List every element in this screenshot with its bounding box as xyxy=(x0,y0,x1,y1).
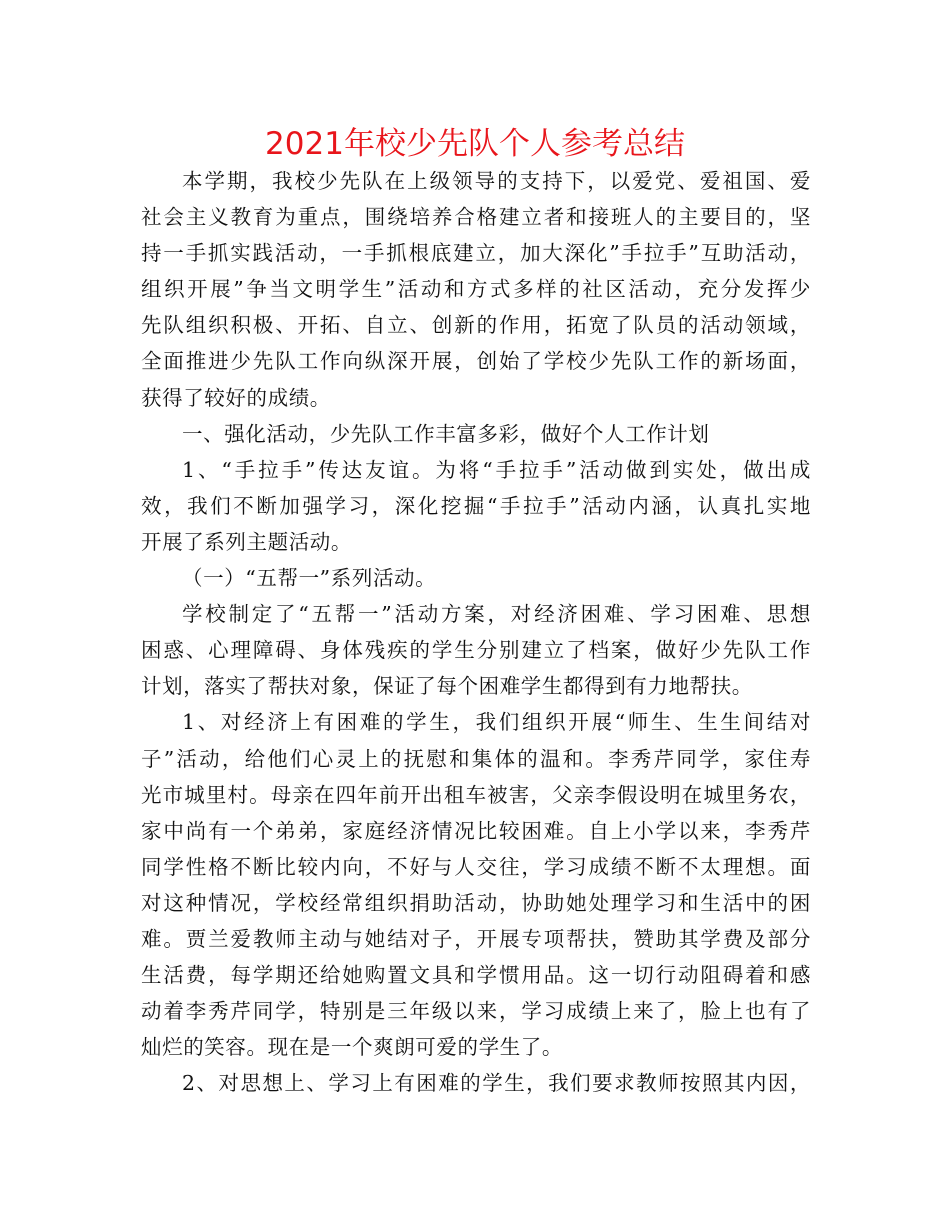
text-line: 灿烂的笑容。现在是一个爽朗可爱的学生了。 xyxy=(141,1035,563,1060)
text-line: 获得了较好的成绩。 xyxy=(141,385,331,410)
text-line: 难。贾兰爱教师主动与她结对子，开展专项帮扶，赞助其学费及部分 xyxy=(141,926,811,951)
paragraph-five-help-one xyxy=(141,596,811,704)
text-line: 学校制定了“五帮一”活动方案，对经济困难、学习困难、思想 xyxy=(182,602,811,627)
text-line: 子”活动，给他们心灵上的抚慰和集体的温和。李秀芹同学，家住寿 xyxy=(141,746,811,771)
paragraph-economic-help xyxy=(141,704,811,1065)
text-line: 本学期，我校少先队在上级领导的支持下，以爱党、爱祖国、爱 xyxy=(182,169,811,193)
text-line: 1、“手拉手”传达友谊。为将“手拉手”活动做到实处，做出成 xyxy=(182,457,811,482)
text-line: 动着李秀芹同学，特别是三年级以来，学习成绩上来了，脸上也有了 xyxy=(141,999,811,1024)
text-line: 计划，落实了帮扶对象，保证了每个困难学生都得到有力地帮扶。 xyxy=(141,674,753,699)
section-heading-1 xyxy=(141,416,811,452)
text-line: 困惑、心理障碍、身体残疾的学生分别建立了档案，做好少先队工作 xyxy=(141,638,811,663)
document-title: 2021年校少先队个人参考总结 xyxy=(265,126,685,162)
text-line: 2、对思想上、学习上有困难的学生，我们要求教师按照其内因， xyxy=(182,1071,811,1096)
text-line: 持一手抓实践活动，一手抓根底建立，加大深化”手拉手”互助活动， xyxy=(141,241,811,266)
text-line: （一）“五帮一”系列活动。 xyxy=(182,566,437,591)
text-line: 1、对经济上有困难的学生，我们组织开展“师生、生生间结对 xyxy=(182,710,811,735)
text-line: 家中尚有一个弟弟，家庭经济情况比较困难。自上小学以来，李秀芹 xyxy=(141,818,811,843)
text-line: 全面推进少先队工作向纵深开展，创始了学校少先队工作的新场面， xyxy=(141,349,811,374)
document-body xyxy=(141,163,811,1101)
text-line: 开展了系列主题活动。 xyxy=(141,529,352,554)
text-line: 效，我们不断加强学习，深化挖掘“手拉手”活动内涵，认真扎实地 xyxy=(141,493,811,518)
paragraph-intro xyxy=(141,163,811,416)
text-line: 组织开展”争当文明学生”活动和方式多样的社区活动，充分发挥少 xyxy=(141,277,811,302)
text-line: 社会主义教育为重点，围绕培养合格建立者和接班人的主要目的，坚 xyxy=(141,205,811,230)
paragraph-study-help xyxy=(141,1065,811,1101)
text-line: 对这种情况，学校经常组织捐助活动，协助她处理学习和生活中的困 xyxy=(141,890,811,915)
subsection-heading-1 xyxy=(141,560,811,596)
text-line: 一、强化活动，少先队工作丰富多彩，做好个人工作计划 xyxy=(182,421,710,446)
text-line: 先队组织积极、开拓、自立、创新的作用，拓宽了队员的活动领域， xyxy=(141,313,811,338)
text-line: 同学性格不断比较内向，不好与人交往，学习成绩不断不太理想。面 xyxy=(141,854,811,879)
text-line: 生活费，每学期还给她购置文具和学惯用品。这一切行动阻碍着和感 xyxy=(141,963,811,988)
paragraph-hand-in-hand xyxy=(141,452,811,560)
text-line: 光市城里村。母亲在四年前开出租车被害，父亲李假设明在城里务农， xyxy=(141,782,811,807)
